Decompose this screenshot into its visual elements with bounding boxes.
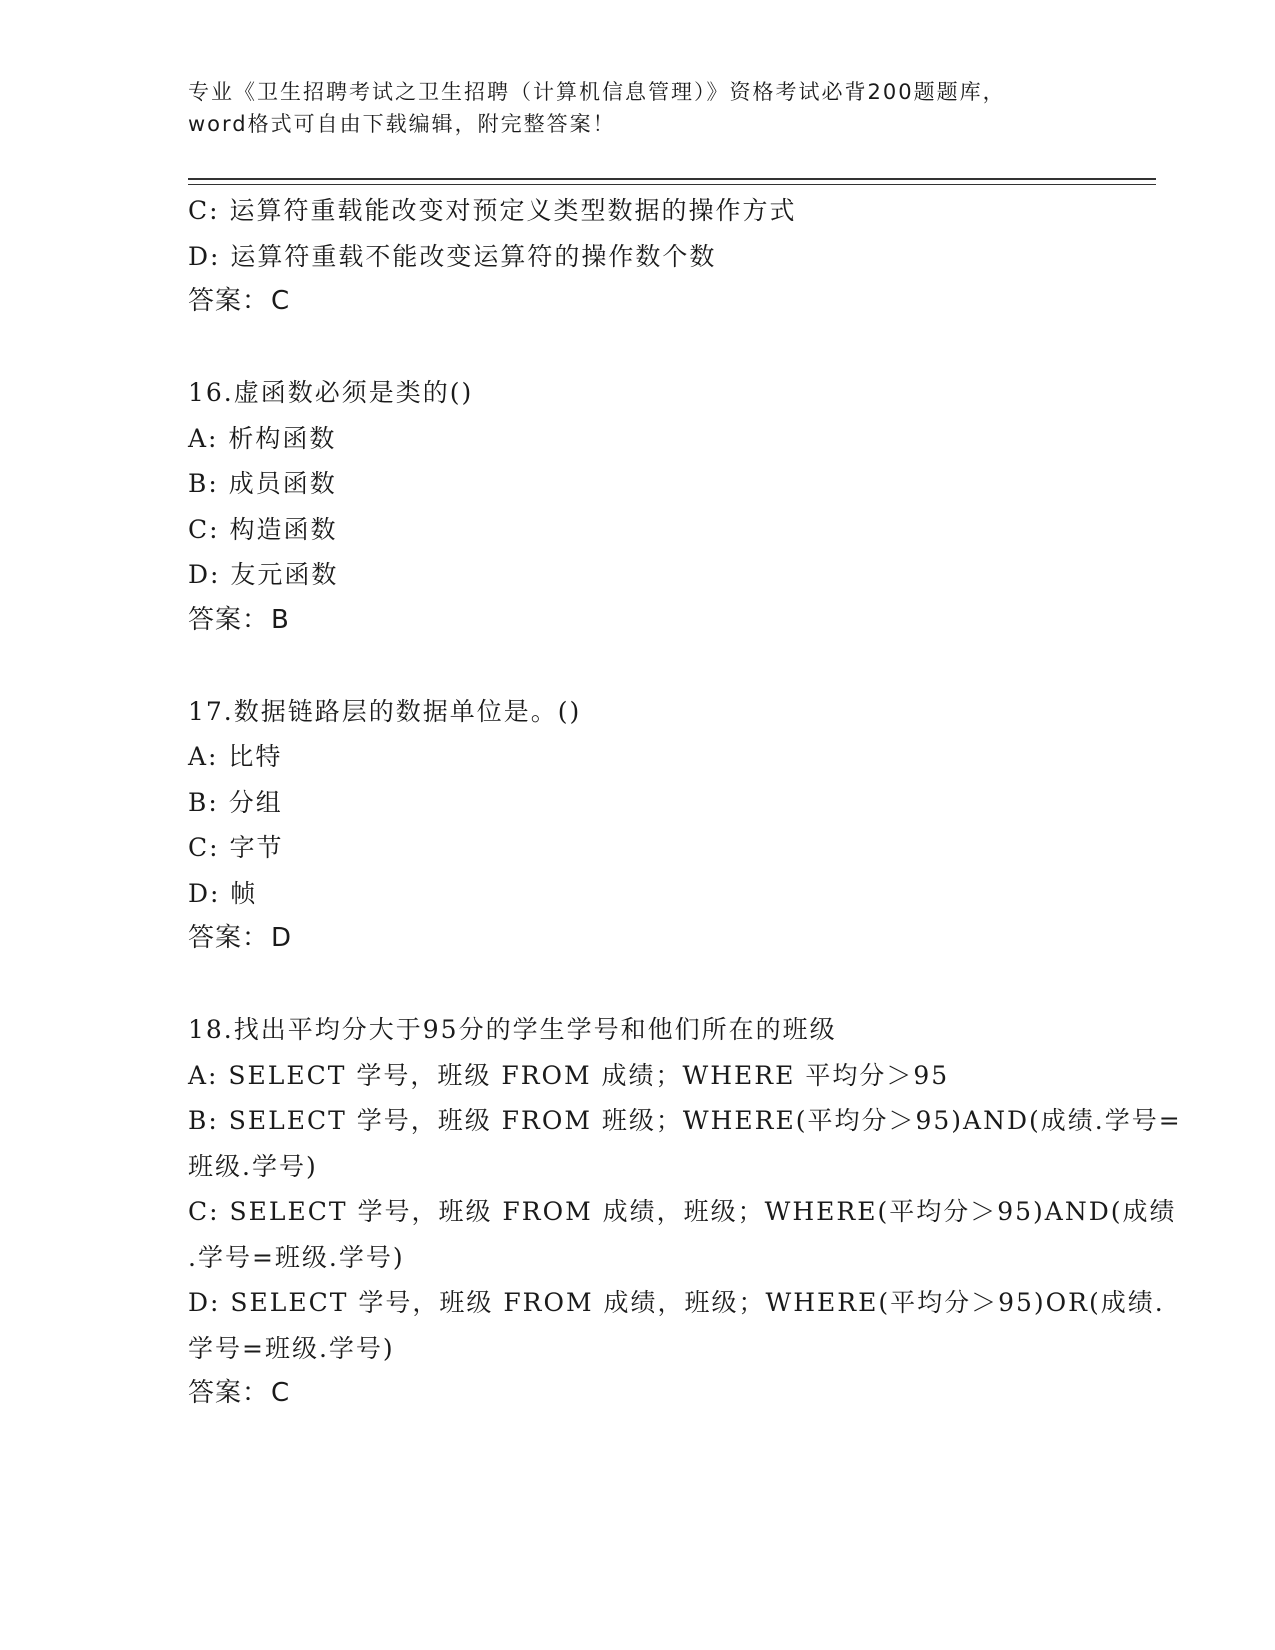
option-a: A: 析构函数 (188, 423, 337, 453)
spacer (188, 643, 1088, 689)
header-divider-thick (188, 178, 1156, 180)
answer-label: 答案： (188, 1378, 270, 1408)
option-d: D: 友元函数 (188, 560, 339, 589)
option-b: B: SELECT 学号，班级 FROM 班级；WHERE(平均分＞95)AND(成绩.学号= (188, 1106, 1182, 1135)
answer-value: C (271, 1378, 291, 1408)
header-line-1: 专业《卫生招聘考试之卫生招聘（计算机信息管理）》资格考试必背200题题库， (188, 80, 1006, 104)
option-c: C: 运算符重载能改变对预定义类型数据的操作方式 (188, 196, 797, 225)
answer-value: C (271, 286, 291, 316)
spacer (188, 962, 1088, 1008)
question-16 (188, 370, 1088, 643)
option-c-continued: .学号=班级.学号) (188, 1242, 405, 1272)
answer-line (188, 1371, 1088, 1417)
spacer (188, 325, 1088, 371)
option-c: C: 字节 (188, 833, 284, 862)
question-text: 18.找出平均分大于95分的学生学号和他们所在的班级 (188, 1015, 837, 1044)
question-18 (188, 1007, 1182, 1417)
answer-label: 答案： (188, 604, 270, 635)
document-header (188, 76, 1088, 140)
option-b: B: 分组 (188, 787, 283, 817)
option-d: D: 帧 (188, 878, 258, 908)
answer-line (188, 279, 1088, 325)
option-b: B: 成员函数 (188, 469, 337, 498)
answer-value: D (271, 923, 293, 953)
header-divider-thin (188, 184, 1156, 185)
answer-label: 答案： (188, 286, 270, 316)
answer-line (188, 598, 1088, 644)
question-17 (188, 689, 1088, 962)
option-d: D: 运算符重载不能改变运算符的操作数个数 (188, 241, 717, 271)
question-text: 17.数据链路层的数据单位是。() (188, 696, 582, 726)
option-c: C: SELECT 学号，班级 FROM 成绩，班级；WHERE(平均分＞95)AND(成绩 (188, 1197, 1177, 1226)
option-d-continued: 学号=班级.学号) (188, 1333, 395, 1363)
header-line-2: word格式可自由下载编辑，附完整答案！ (188, 112, 616, 136)
answer-label: 答案： (188, 923, 270, 953)
question-15-continued (188, 188, 1088, 325)
answer-value: B (271, 604, 290, 635)
option-d: D: SELECT 学号，班级 FROM 成绩，班级；WHERE(平均分＞95)OR(成绩. (188, 1288, 1165, 1317)
option-c: C: 构造函数 (188, 514, 338, 544)
option-a: A: SELECT 学号，班级 FROM 成绩；WHERE 平均分＞95 (188, 1060, 950, 1090)
option-a: A: 比特 (188, 742, 283, 771)
document-body (188, 188, 1182, 1417)
option-b-continued: 班级.学号) (188, 1151, 318, 1181)
answer-line (188, 916, 1088, 962)
question-text: 16.虚函数必须是类的() (188, 378, 474, 407)
